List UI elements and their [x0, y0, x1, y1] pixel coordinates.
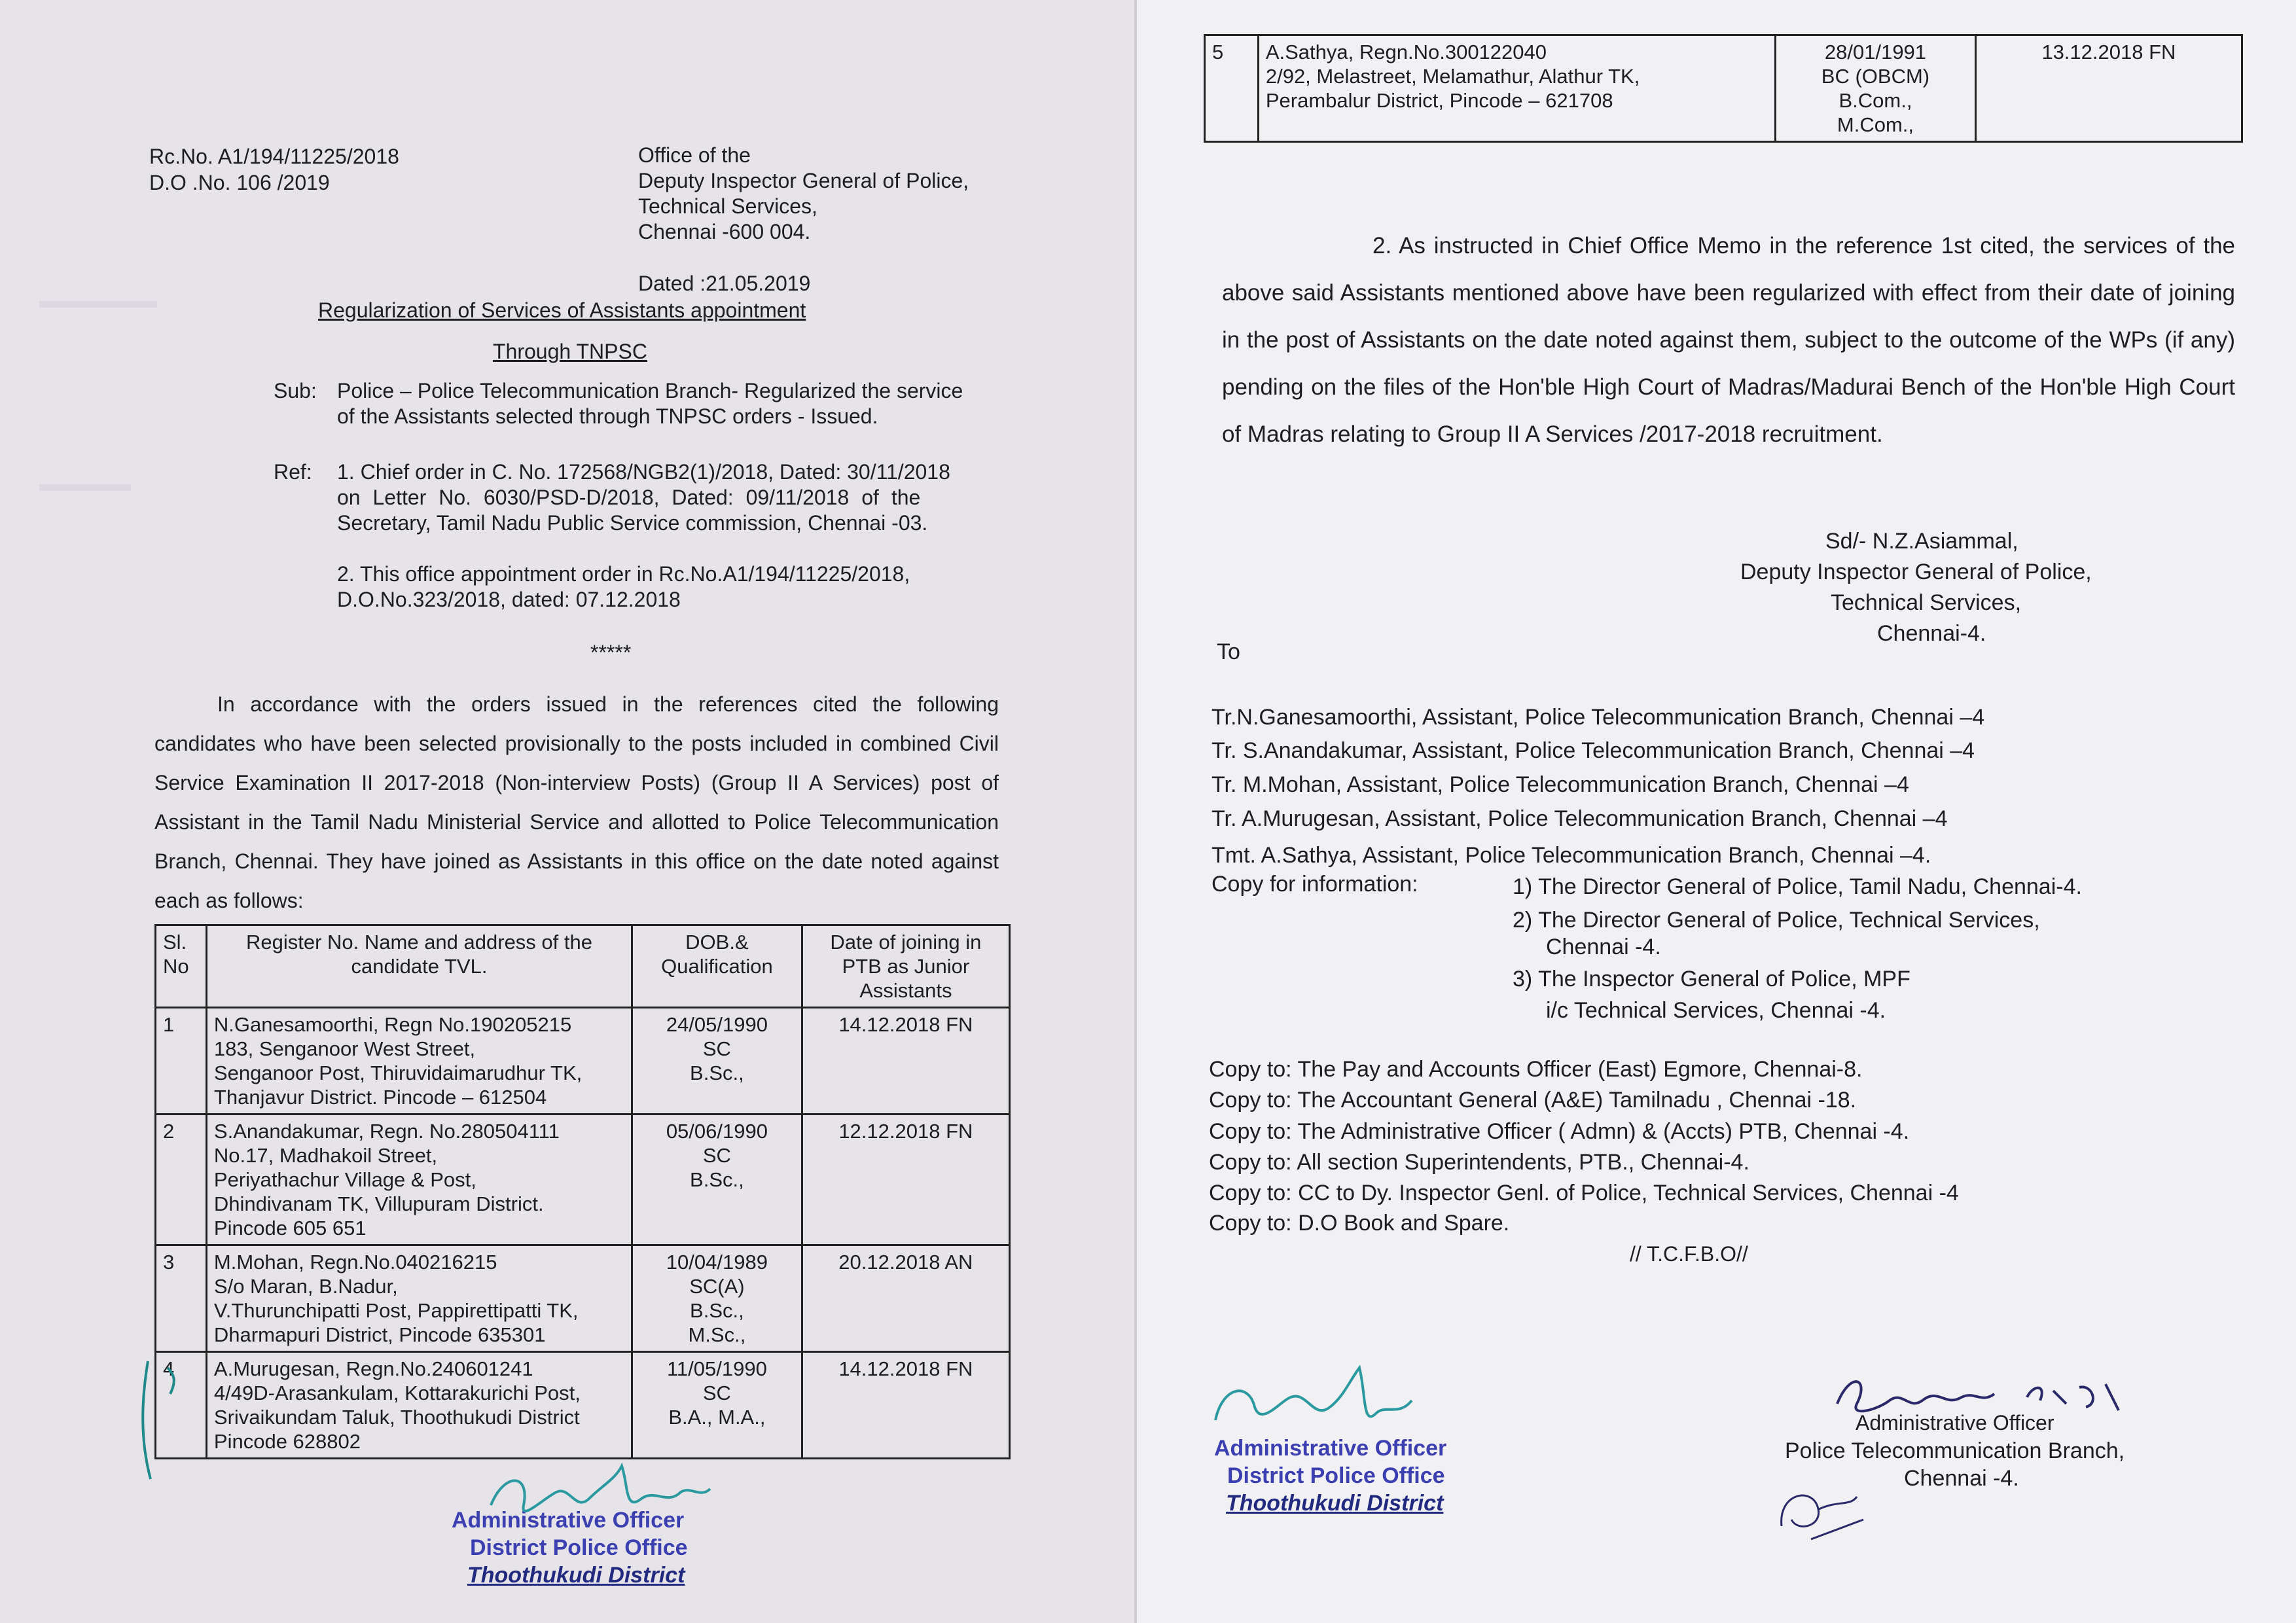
- cell-sl: 5: [1205, 35, 1259, 142]
- cell-doj: 20.12.2018 AN: [802, 1245, 1009, 1352]
- dob-line: 10/04/1989: [666, 1251, 768, 1274]
- dob-line: B.Sc.,: [690, 1061, 744, 1084]
- order-title: Regularization of Services of Assistants appointment: [318, 298, 806, 322]
- cell-sl: 1: [156, 1008, 207, 1115]
- dob-line: M.Com.,: [1837, 113, 1914, 136]
- table-row: [156, 1245, 1010, 1352]
- dob-line: B.Sc.,: [690, 1168, 744, 1191]
- cell-name: [206, 1352, 632, 1459]
- margin-tick-mark: [128, 1355, 200, 1486]
- stamp-line: District Police Office: [470, 1535, 688, 1560]
- ao-line: Administrative Officer: [1856, 1411, 2054, 1435]
- cell-name: [1258, 35, 1775, 142]
- dob-line: 24/05/1990: [666, 1013, 768, 1036]
- dob-line: SC(A): [689, 1275, 745, 1298]
- copy-info-item: Chennai -4.: [1546, 935, 1661, 959]
- name-line: S/o Maran, B.Nadur,: [213, 1275, 398, 1298]
- col-doj: Date of joining in PTB as Junior Assistants: [802, 925, 1009, 1008]
- cell-sl: 3: [156, 1245, 207, 1352]
- reference-number: Rc.No. A1/194/11225/2018: [149, 145, 399, 168]
- left-page: [0, 0, 1136, 1623]
- initials-mark: [1772, 1480, 1870, 1546]
- table-row: [1205, 35, 2242, 142]
- recipient: Tr. M.Mohan, Assistant, Police Telecommunication Branch, Chennai –4: [1211, 772, 1909, 797]
- candidates-table: [154, 924, 1011, 1459]
- copy-to-item: Copy to: CC to Dy. Inspector Genl. of Police, Technical Services, Chennai -4: [1209, 1181, 1959, 1205]
- name-line: N.Ganesamoorthi, Regn No.190205215: [213, 1013, 572, 1036]
- subject-label: Sub:: [274, 379, 317, 402]
- reference-line: on Letter No. 6030/PSD-D/2018, Dated: 09/11/2018 of the: [337, 486, 921, 509]
- copy-info-item: 2) The Director General of Police, Technical Services,: [1513, 908, 2040, 933]
- signatory-line: Technical Services,: [1831, 590, 2022, 615]
- reference-label: Ref:: [274, 460, 312, 484]
- col-dob: DOB.& Qualification: [632, 925, 802, 1008]
- cell-name: [206, 1245, 632, 1352]
- name-line: A.Sathya, Regn.No.300122040: [1265, 41, 1547, 63]
- signatory-line: Sd/- N.Z.Asiammal,: [1825, 529, 2018, 554]
- cell-doj: 14.12.2018 FN: [802, 1352, 1009, 1459]
- copy-to-item: Copy to: The Accountant General (A&E) Tamilnadu , Chennai -18.: [1209, 1088, 1857, 1113]
- name-line: Dharmapuri District, Pincode 635301: [213, 1323, 546, 1346]
- cell-dob: [1776, 35, 1976, 142]
- stamp-line: Administrative Officer: [452, 1508, 685, 1533]
- stamp-line: District Police Office: [1227, 1463, 1445, 1488]
- cell-name: [206, 1008, 632, 1115]
- do-number: D.O .No. 106 /2019: [149, 171, 330, 194]
- copy-info-item: 3) The Inspector General of Police, MPF: [1513, 967, 1910, 991]
- subject-line: of the Assistants selected through TNPSC orders - Issued.: [337, 404, 878, 428]
- signature-mark: [1209, 1361, 1425, 1446]
- name-line: No.17, Madhakoil Street,: [213, 1144, 438, 1167]
- bleed-mark: [39, 301, 157, 308]
- copy-to-item: Copy to: The Administrative Officer ( Admn) & (Accts) PTB, Chennai -4.: [1209, 1119, 1910, 1144]
- recipient: Tr.N.Ganesamoorthi, Assistant, Police Telecommunication Branch, Chennai –4: [1211, 705, 1985, 730]
- table-row: [156, 1352, 1010, 1459]
- body-paragraph: In accordance with the orders issued in the references cited the following candidates who have been selected provisionally to the posts included in combined Civil Service Examination II 2017-2018 (Non-interview Posts) (Group II A Services) post of Assistant in the Tamil Nadu Ministerial Service and allotted to Police Telecommunication Branch, Chennai. They have joined as Assistants in this office on the date noted against each as follows:: [154, 692, 999, 912]
- col-sl: Sl. No: [156, 925, 207, 1008]
- name-line: Pincode 605 651: [213, 1217, 367, 1240]
- ao-line: Police Telecommunication Branch,: [1785, 1438, 2125, 1463]
- right-page: [1137, 0, 2296, 1623]
- order-subtitle: Through TNPSC: [493, 340, 647, 363]
- recipient: Tr. A.Murugesan, Assistant, Police Telecommunication Branch, Chennai –4: [1211, 806, 1948, 831]
- signatory-line: Chennai-4.: [1877, 621, 1986, 646]
- signature-mark: [484, 1459, 720, 1531]
- dob-line: SC: [702, 1382, 731, 1404]
- dob-line: 11/05/1990: [666, 1357, 767, 1380]
- dob-line: B.Sc.,: [690, 1299, 744, 1322]
- copy-to-item: Copy to: D.O Book and Spare.: [1209, 1211, 1510, 1236]
- district-stamp: [1214, 1435, 1446, 1517]
- name-line: Senganoor Post, Thiruvidaimarudhur TK,: [213, 1061, 583, 1084]
- name-line: 4/49D-Arasankulam, Kottarakurichi Post,: [213, 1382, 581, 1404]
- signatory-line: Deputy Inspector General of Police,: [1740, 560, 2092, 584]
- cell-dob: [632, 1245, 802, 1352]
- to-label: To: [1217, 639, 1240, 664]
- cell-doj: 13.12.2018 FN: [1975, 35, 2242, 142]
- dob-line: SC: [702, 1144, 731, 1167]
- name-line: 183, Senganoor West Street,: [213, 1037, 476, 1060]
- recipient: Tr. S.Anandakumar, Assistant, Police Telecommunication Branch, Chennai –4: [1211, 738, 1975, 763]
- cell-doj: 12.12.2018 FN: [802, 1115, 1009, 1245]
- table-header-row: [156, 925, 1010, 1008]
- name-line: Thanjavur District. Pincode – 612504: [213, 1086, 547, 1109]
- cell-name: [206, 1115, 632, 1245]
- stamp-line: Thoothukudi District: [467, 1563, 685, 1588]
- recipient: Tmt. A.Sathya, Assistant, Police Telecommunication Branch, Chennai –4.: [1211, 843, 1931, 868]
- reference-line: D.O.No.323/2018, dated: 07.12.2018: [337, 588, 681, 611]
- stamp-line: Administrative Officer: [1214, 1436, 1447, 1461]
- office-line: Technical Services,: [638, 194, 817, 218]
- office-line: Chennai -600 004.: [638, 220, 811, 243]
- copy-to-item: Copy to: The Pay and Accounts Officer (East) Egmore, Chennai-8.: [1209, 1057, 1863, 1082]
- col-name: Register No. Name and address of the candidate TVL.: [206, 925, 632, 1008]
- dob-line: SC: [702, 1037, 731, 1060]
- cell-dob: [632, 1008, 802, 1115]
- name-line: Dhindivanam TK, Villupuram District.: [213, 1192, 544, 1215]
- table-row: [156, 1115, 1010, 1245]
- stamp-line: Thoothukudi District: [1226, 1491, 1444, 1516]
- copy-info-item: 1) The Director General of Police, Tamil Nadu, Chennai-4.: [1513, 874, 2082, 899]
- reference-line: Secretary, Tamil Nadu Public Service commission, Chennai -03.: [337, 511, 928, 535]
- name-line: V.Thurunchipatti Post, Pappirettipatti TK,: [213, 1299, 579, 1322]
- name-line: M.Mohan, Regn.No.040216215: [213, 1251, 497, 1274]
- cell-dob: [632, 1115, 802, 1245]
- ao-line: Chennai -4.: [1904, 1466, 2019, 1491]
- name-line: 2/92, Melastreet, Melamathur, Alathur TK,: [1265, 65, 1640, 88]
- cell-dob: [632, 1352, 802, 1459]
- dated: Dated :21.05.2019: [638, 272, 811, 295]
- name-line: A.Murugesan, Regn.No.240601241: [213, 1357, 533, 1380]
- cell-sl: 4: [156, 1352, 207, 1459]
- dob-line: 05/06/1990: [666, 1120, 768, 1143]
- office-line: Deputy Inspector General of Police,: [638, 169, 969, 192]
- reference-line: 1. Chief order in C. No. 172568/NGB2(1)/2018, Dated: 30/11/2018: [337, 460, 950, 484]
- copy-info-item: i/c Technical Services, Chennai -4.: [1546, 998, 1886, 1023]
- name-line: S.Anandakumar, Regn. No.280504111: [213, 1120, 560, 1143]
- copy-to-item: Copy to: All section Superintendents, PTB., Chennai-4.: [1209, 1150, 1749, 1175]
- table-row: [156, 1008, 1010, 1115]
- bleed-mark: [39, 484, 131, 491]
- office-line: Office of the: [638, 143, 751, 167]
- order-paragraph: 2. As instructed in Chief Office Memo in the reference 1st cited, the services of the above said Assistants mentioned above have been regularized with effect from their date of joining in the post of Assistants on the date noted against them, subject to the outcome of the WPs (if any) pending on the files of the Hon'ble High Court of Madras/Madurai Bench of the Hon'ble High Court of Madras relating to Group II A Services /2017-2018 recruitment.: [1222, 233, 2235, 447]
- dob-line: M.Sc.,: [688, 1323, 746, 1346]
- separator-stars: *****: [590, 641, 632, 664]
- tcfbo: // T.C.F.B.O//: [1630, 1242, 1748, 1266]
- candidates-table-continued: [1204, 34, 2243, 143]
- cell-sl: 2: [156, 1115, 207, 1245]
- name-line: Srivaikundam Taluk, Thoothukudi District: [213, 1406, 580, 1429]
- cell-doj: 14.12.2018 FN: [802, 1008, 1009, 1115]
- dob-line: B.A., M.A.,: [668, 1406, 766, 1429]
- name-line: Pincode 628802: [213, 1430, 361, 1453]
- dob-line: BC (OBCM): [1821, 65, 1930, 88]
- copy-info-label: Copy for information:: [1211, 872, 1418, 897]
- name-line: Periyathachur Village & Post,: [213, 1168, 476, 1191]
- dob-line: B.Com.,: [1839, 89, 1912, 112]
- name-line: Perambalur District, Pincode – 621708: [1265, 89, 1613, 112]
- dob-line: 28/01/1991: [1824, 41, 1927, 63]
- reference-line: 2. This office appointment order in Rc.No.A1/194/11225/2018,: [337, 562, 910, 586]
- subject-line: Police – Police Telecommunication Branch- Regularized the service: [337, 379, 963, 402]
